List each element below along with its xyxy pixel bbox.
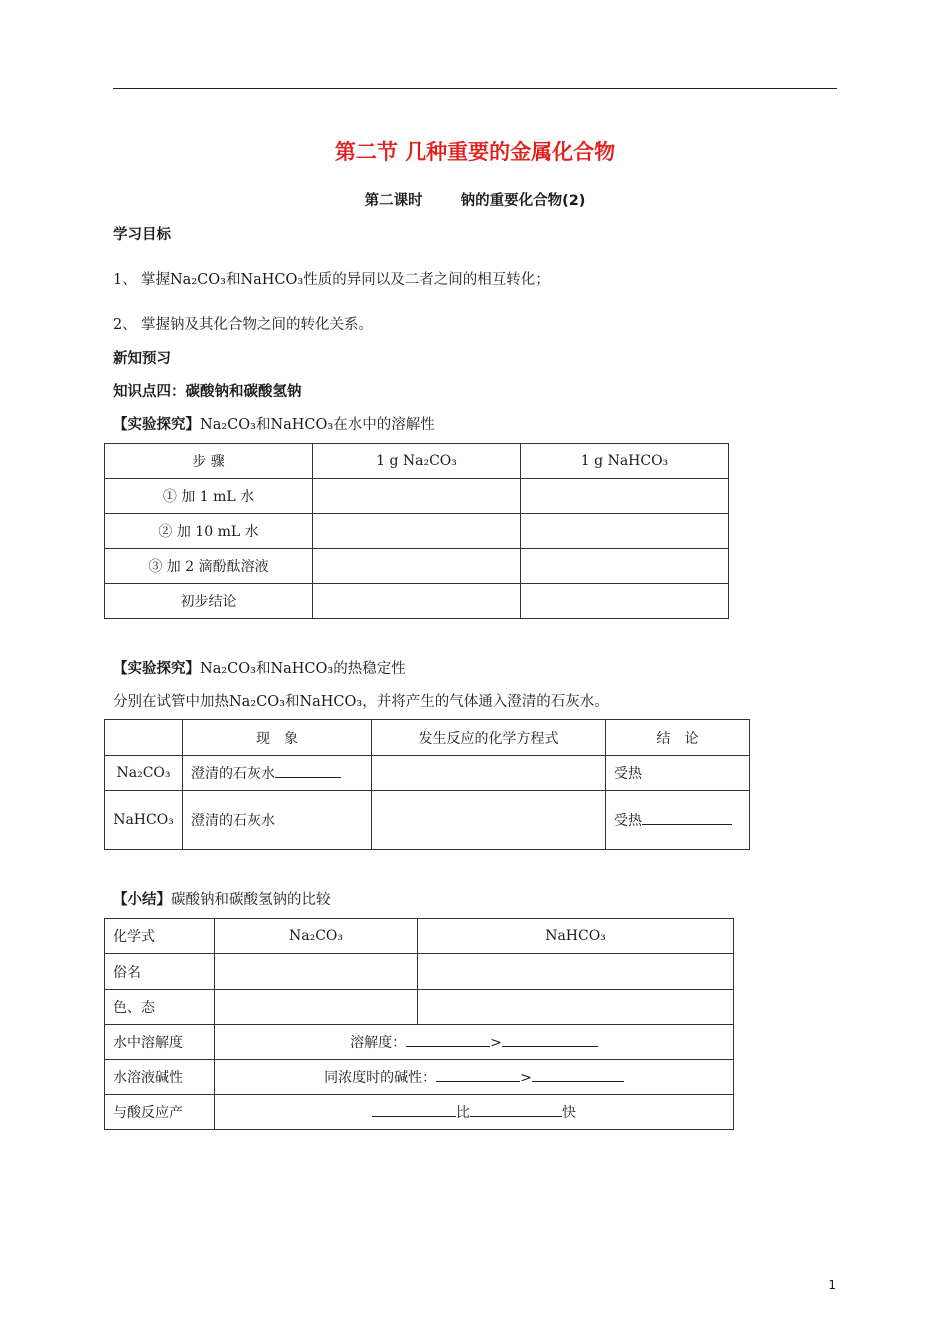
fill-blank[interactable] <box>642 811 732 825</box>
row-label: 水溶液碱性 <box>105 1060 215 1095</box>
merged-answer-cell: 比 快 <box>215 1095 734 1130</box>
subtitle-lesson: 第二课时 <box>364 193 423 209</box>
header-cell: 1 g Na₂CO₃ <box>313 444 521 479</box>
header-cell: 结 论 <box>606 720 750 756</box>
fill-blank[interactable] <box>372 1103 456 1117</box>
answer-cell[interactable] <box>521 584 729 619</box>
phenomenon-cell: 澄清的石灰水 <box>183 756 372 791</box>
phenomenon-cell: 澄清的石灰水 <box>183 791 372 850</box>
equation-cell[interactable] <box>372 791 606 850</box>
page-title: 第二节 几种重要的金属化合物 <box>334 140 616 164</box>
answer-cell[interactable] <box>521 479 729 514</box>
row-label: 俗名 <box>105 954 215 990</box>
answer-cell[interactable] <box>313 584 521 619</box>
header-cell: 1 g NaHCO₃ <box>521 444 729 479</box>
merged-answer-cell: 溶解度： > <box>215 1025 734 1060</box>
header-cell: NaHCO₃ <box>418 919 734 954</box>
fill-blank[interactable] <box>406 1033 490 1047</box>
compound-cell: Na₂CO₃ <box>105 756 183 791</box>
objective-item-1: 1、 掌握Na₂CO₃和NaHCO₃性质的异同以及二者之间的相互转化； <box>113 272 550 288</box>
answer-cell[interactable] <box>418 954 734 990</box>
header-cell: 发生反应的化学方程式 <box>372 720 606 756</box>
fill-blank[interactable] <box>275 764 341 778</box>
conclusion-cell: 受热 <box>606 791 750 850</box>
answer-cell[interactable] <box>313 479 521 514</box>
header-cell <box>105 720 183 756</box>
subtitle-topic: 钠的重要化合物(2) <box>460 193 586 209</box>
page-number: 1 <box>828 1278 836 1292</box>
answer-cell[interactable] <box>215 990 418 1025</box>
merged-answer-cell: 同浓度时的碱性： > <box>215 1060 734 1095</box>
answer-cell[interactable] <box>418 990 734 1025</box>
header-cell: 现 象 <box>183 720 372 756</box>
row-label: 化学式 <box>105 919 215 954</box>
equation-cell[interactable] <box>372 756 606 791</box>
fill-blank[interactable] <box>502 1033 598 1047</box>
answer-cell[interactable] <box>215 954 418 990</box>
step-cell: ③ 加 2 滴酚酞溶液 <box>105 549 313 584</box>
top-rule <box>113 88 837 89</box>
compound-cell: NaHCO₃ <box>105 791 183 850</box>
exp1-caption: 【实验探究】Na₂CO₃和NaHCO₃在水中的溶解性 <box>113 417 435 433</box>
knowledge-point-heading: 知识点四：碳酸钠和碳酸氢钠 <box>113 384 302 400</box>
summary-caption: 【小结】碳酸钠和碳酸氢钠的比较 <box>113 892 331 908</box>
comparison-table <box>104 918 734 1130</box>
preview-heading: 新知预习 <box>113 351 171 367</box>
header-cell: 步 骤 <box>105 444 313 479</box>
conclusion-cell: 受热 <box>606 756 750 791</box>
step-cell: ② 加 10 mL 水 <box>105 514 313 549</box>
step-cell: ① 加 1 mL 水 <box>105 479 313 514</box>
answer-cell[interactable] <box>313 514 521 549</box>
answer-cell[interactable] <box>313 549 521 584</box>
fill-blank[interactable] <box>470 1103 562 1117</box>
answer-cell[interactable] <box>521 549 729 584</box>
fill-blank[interactable] <box>436 1068 520 1082</box>
thermal-stability-table <box>104 719 750 850</box>
row-label: 水中溶解度 <box>105 1025 215 1060</box>
fill-blank[interactable] <box>532 1068 624 1082</box>
header-cell: Na₂CO₃ <box>215 919 418 954</box>
solubility-table <box>104 443 729 619</box>
objectives-heading: 学习目标 <box>113 227 171 243</box>
page-subtitle <box>0 189 950 210</box>
answer-cell[interactable] <box>521 514 729 549</box>
row-label: 与酸反应产 <box>105 1095 215 1130</box>
row-label: 色、态 <box>105 990 215 1025</box>
exp2-caption: 【实验探究】Na₂CO₃和NaHCO₃的热稳定性 <box>113 661 406 677</box>
exp2-description: 分别在试管中加热Na₂CO₃和NaHCO₃，并将产生的气体通入澄清的石灰水。 <box>113 694 609 710</box>
objective-item-2: 2、 掌握钠及其化合物之间的转化关系。 <box>113 317 373 333</box>
step-cell: 初步结论 <box>105 584 313 619</box>
